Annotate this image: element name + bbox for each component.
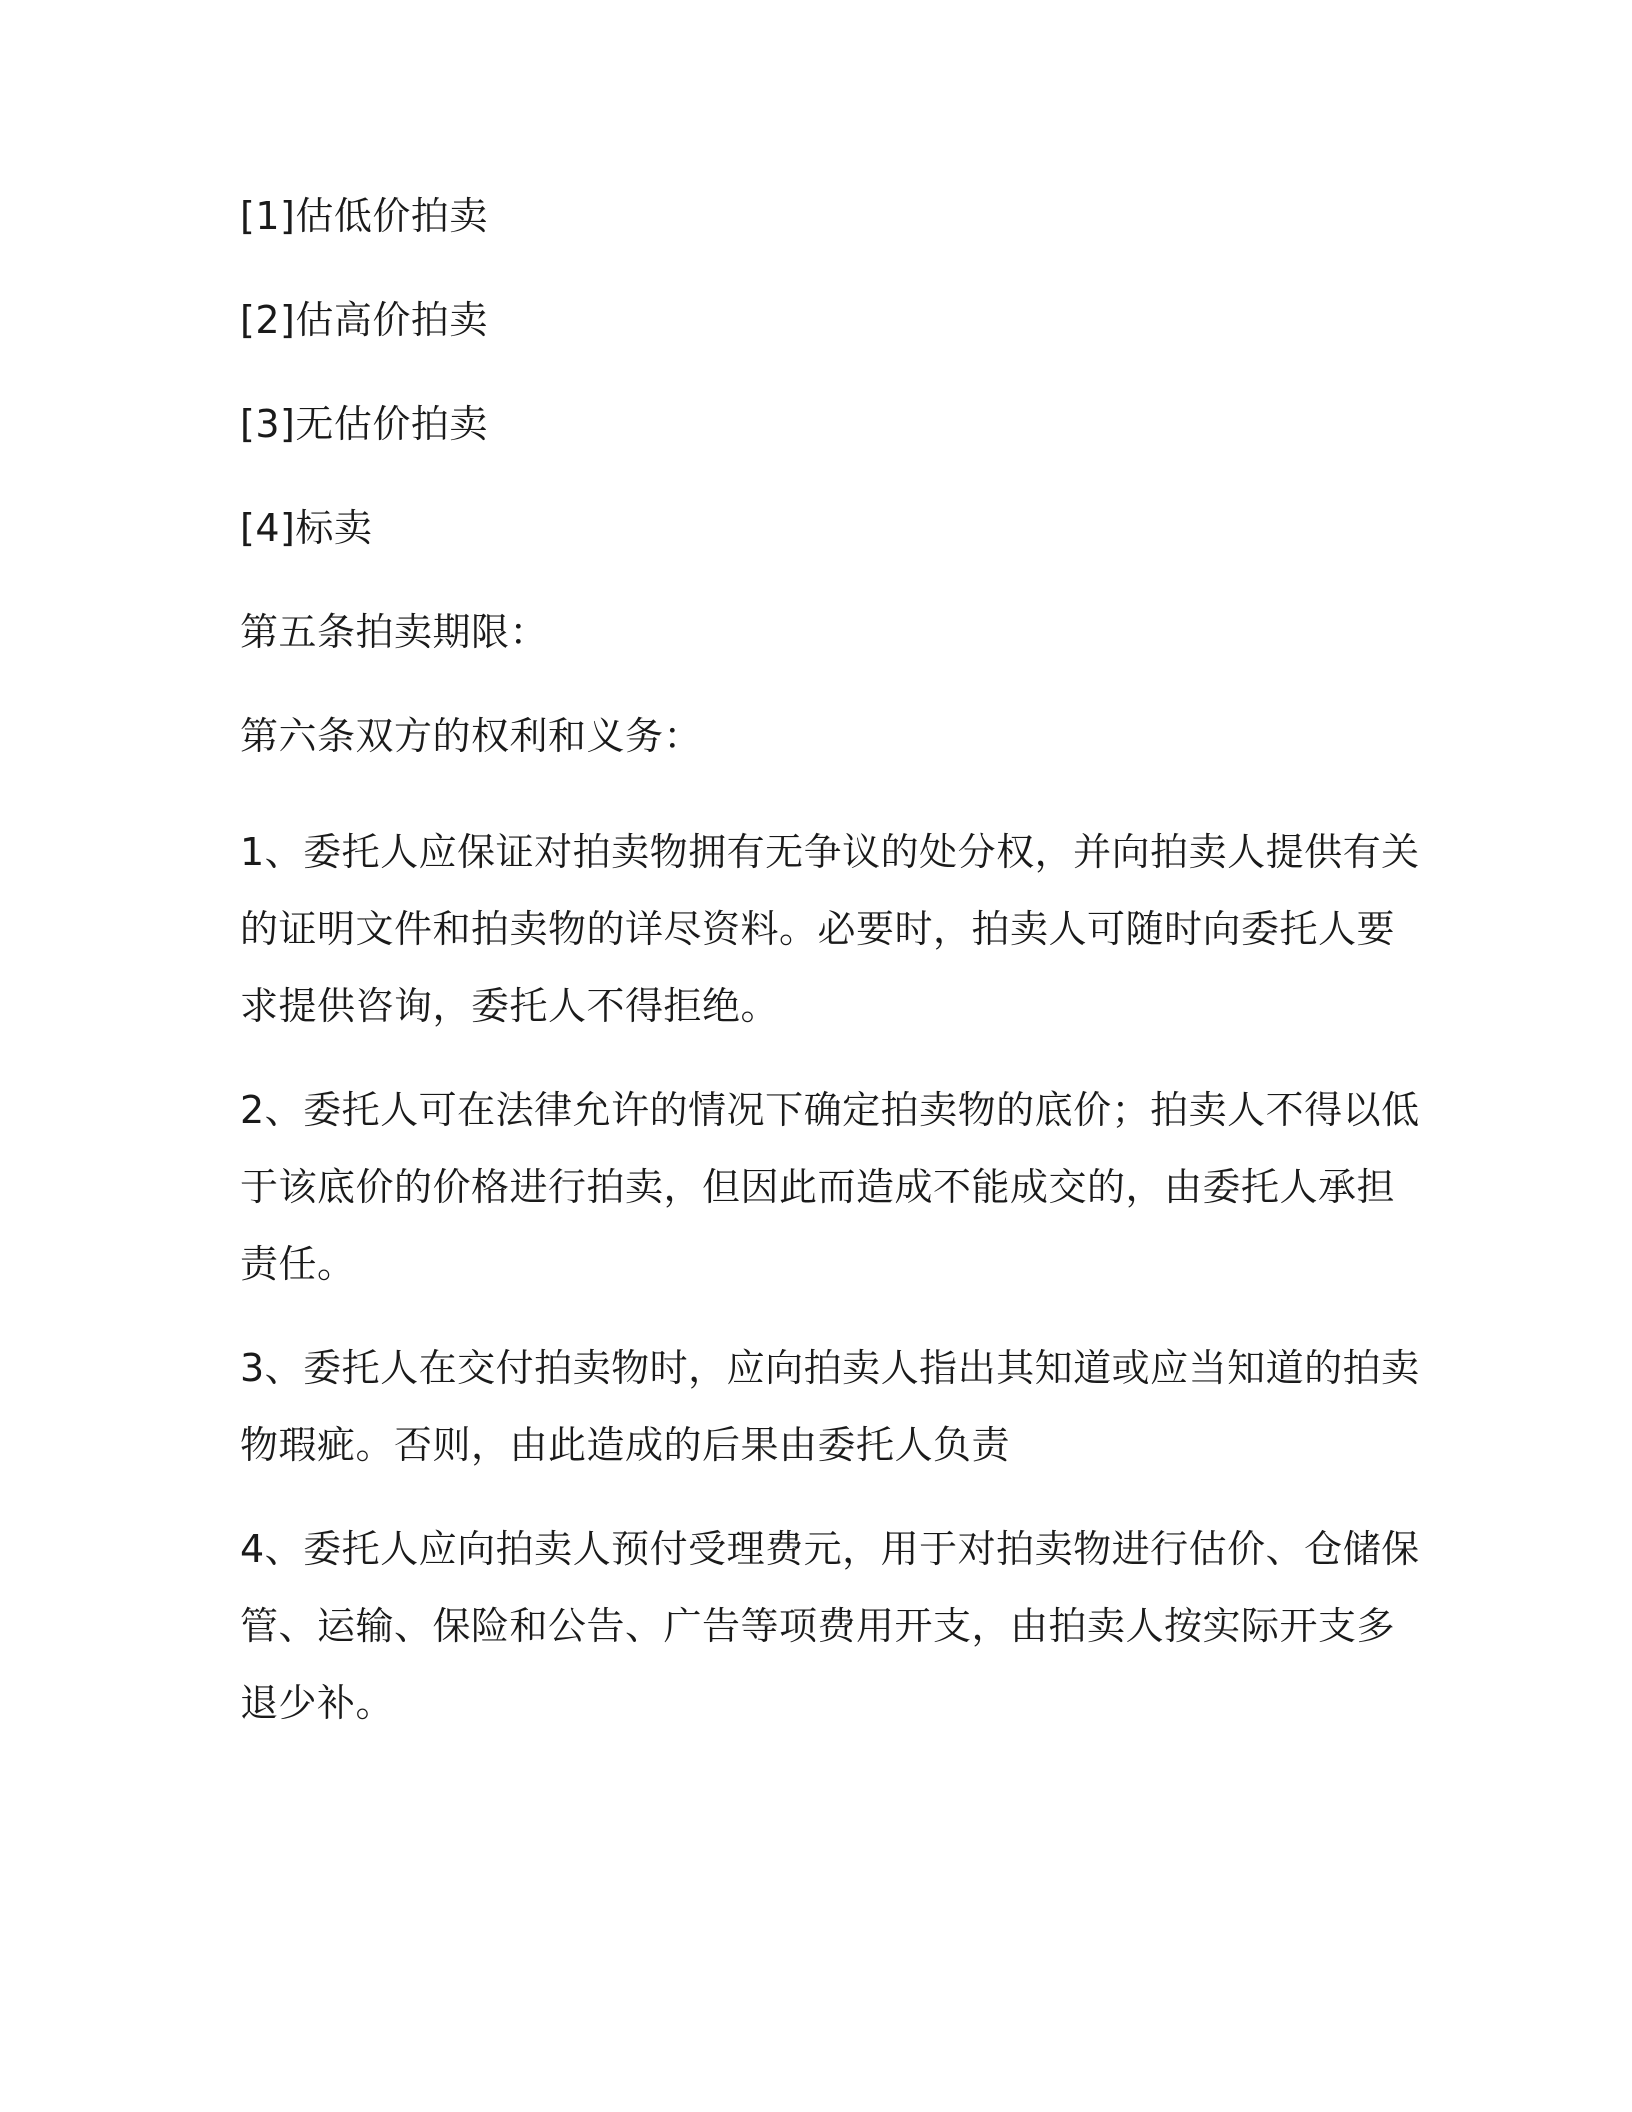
option-line: [1]估低价拍卖 — [240, 194, 488, 238]
paragraph-line: 3、委托人在交付拍卖物时，应向拍卖人指出其知道或应当知道的拍卖 — [240, 1346, 1420, 1390]
clause-paragraph — [240, 1072, 1420, 1303]
article-heading: 第六条双方的权利和义务： — [240, 714, 703, 758]
clause-paragraph — [240, 1330, 1420, 1484]
option-line: [4]标卖 — [240, 506, 373, 550]
option-line: [3]无估价拍卖 — [240, 402, 488, 446]
paragraph-line: 物瑕疵。否则，由此造成的后果由委托人负责 — [240, 1423, 1011, 1467]
paragraph-line: 1、委托人应保证对拍卖物拥有无争议的处分权，并向拍卖人提供有关 — [240, 830, 1420, 874]
paragraph-line: 管、运输、保险和公告、广告等项费用开支，由拍卖人按实际开支多 — [240, 1604, 1396, 1648]
paragraph-line: 于该底价的价格进行拍卖，但因此而造成不能成交的，由委托人承担 — [240, 1165, 1396, 1209]
paragraph-line: 的证明文件和拍卖物的详尽资料。必要时，拍卖人可随时向委托人要 — [240, 907, 1396, 951]
paragraph-line: 2、委托人可在法律允许的情况下确定拍卖物的底价；拍卖人不得以低 — [240, 1088, 1420, 1132]
option-line: [2]估高价拍卖 — [240, 298, 488, 342]
paragraph-line: 4、委托人应向拍卖人预付受理费元，用于对拍卖物进行估价、仓储保 — [240, 1527, 1420, 1571]
paragraph-line: 责任。 — [240, 1242, 356, 1286]
paragraph-line: 退少补。 — [240, 1681, 395, 1725]
clause-paragraph — [240, 814, 1420, 1045]
document-body — [240, 190, 1420, 1742]
article-heading: 第五条拍卖期限： — [240, 610, 549, 654]
clause-paragraph — [240, 1511, 1420, 1742]
paragraph-line: 求提供咨询，委托人不得拒绝。 — [240, 984, 780, 1028]
